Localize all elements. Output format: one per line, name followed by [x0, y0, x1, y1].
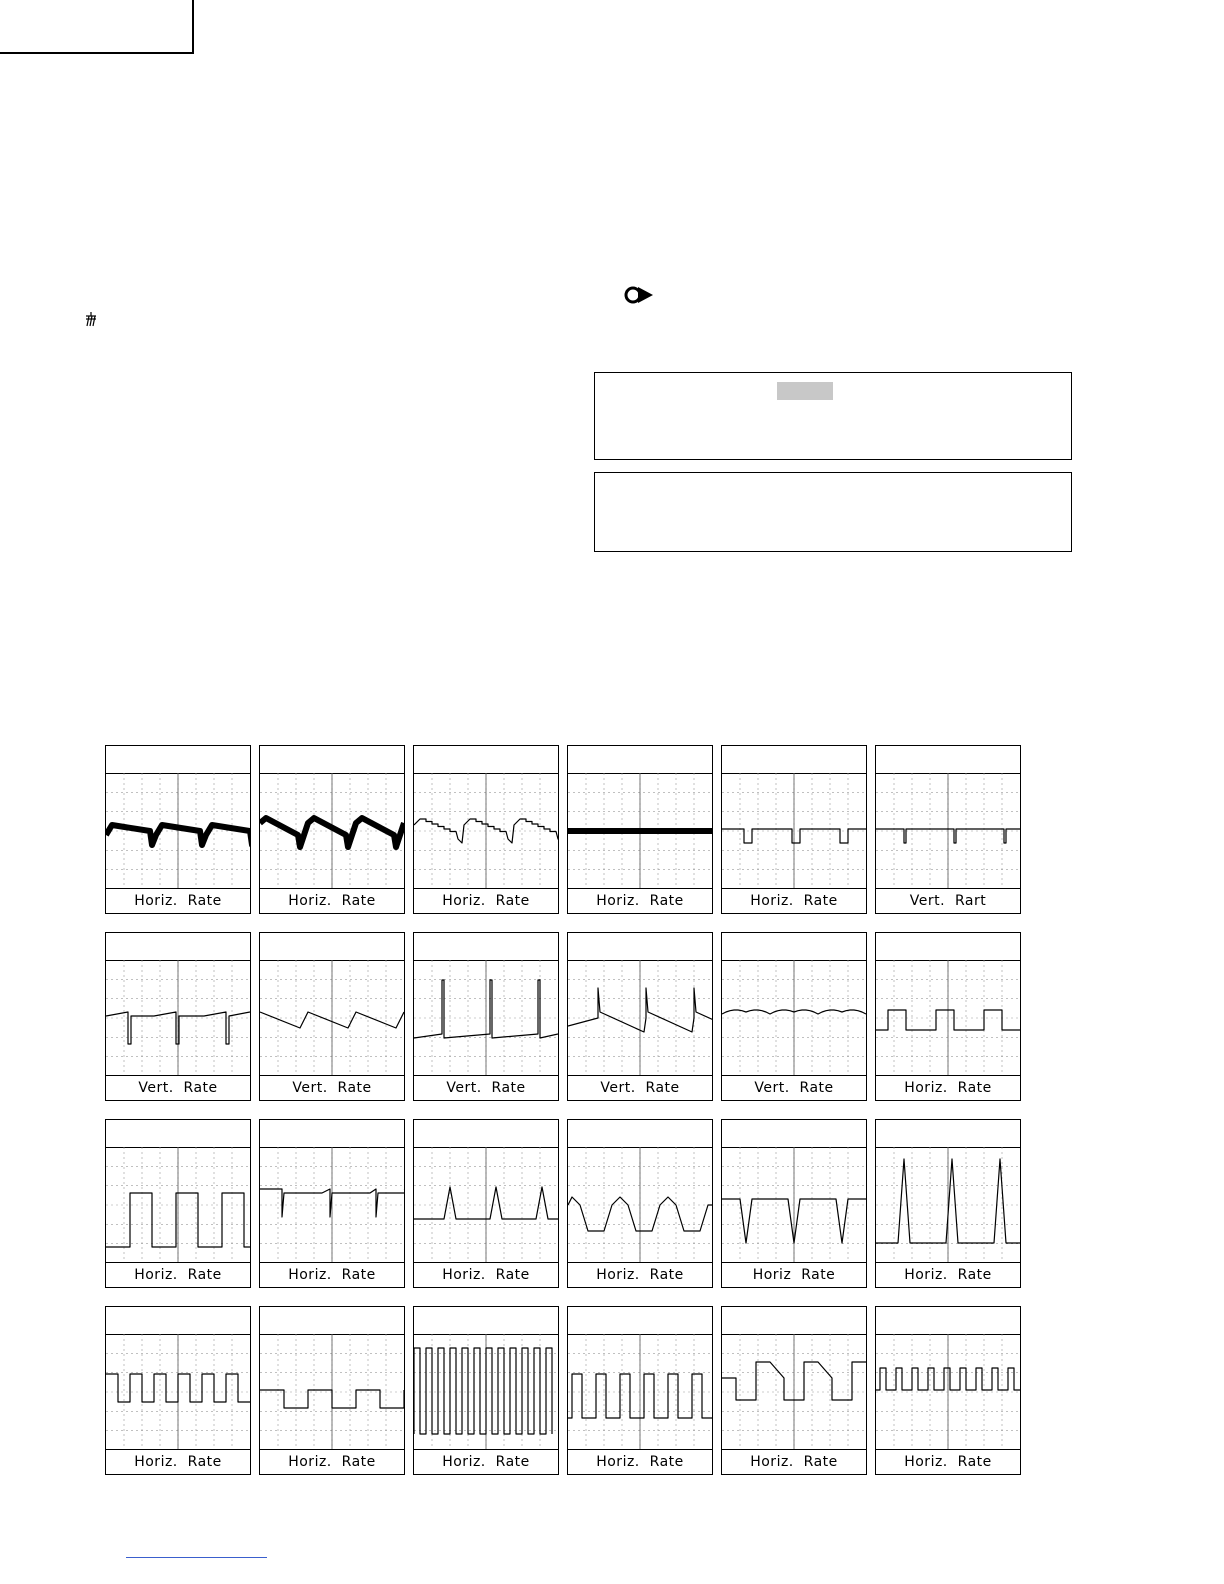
waveform-header: [568, 933, 712, 961]
waveform-panel: [721, 1306, 867, 1475]
waveform-panel: [259, 1119, 405, 1288]
waveform-panel: [567, 1306, 713, 1475]
waveform-rate-label: Horiz. Rate: [106, 1449, 250, 1474]
waveform-header: [722, 933, 866, 961]
waveform-header: [876, 1120, 1020, 1148]
waveform-header: [568, 746, 712, 774]
waveform-trace: [260, 1147, 404, 1263]
waveform-trace: [722, 1334, 866, 1450]
waveform-trace: [876, 960, 1020, 1076]
waveform-header: [722, 1120, 866, 1148]
waveform-header: [876, 746, 1020, 774]
waveform-rate-label: Vert. Rart: [876, 888, 1020, 913]
waveform-header: [414, 933, 558, 961]
waveform-trace: [106, 1334, 250, 1450]
waveform-rate-label: Horiz. Rate: [260, 1262, 404, 1287]
waveform-header: [414, 1307, 558, 1335]
waveform-panel: [105, 1119, 251, 1288]
waveform-trace: [876, 1334, 1020, 1450]
waveform-header: [260, 1120, 404, 1148]
waveform-rate-label: Horiz. Rate: [876, 1262, 1020, 1287]
waveform-trace: [722, 1147, 866, 1263]
waveform-header: [876, 1307, 1020, 1335]
waveform-rate-label: Horiz. Rate: [106, 888, 250, 913]
waveform-panel: [875, 1119, 1021, 1288]
waveform-panel: [413, 932, 559, 1101]
waveform-rate-label: Horiz. Rate: [876, 1075, 1020, 1100]
waveform-rate-label: Horiz. Rate: [568, 1449, 712, 1474]
waveform-trace: [106, 960, 250, 1076]
test-point-icon: [622, 284, 656, 306]
waveform-panel: [259, 745, 405, 914]
waveform-header: [106, 933, 250, 961]
waveform-trace: [106, 1147, 250, 1263]
note-box: [594, 472, 1072, 552]
waveform-header: [260, 1307, 404, 1335]
waveform-grid: [105, 745, 1023, 1477]
waveform-panel: [105, 932, 251, 1101]
footer-link-underline: [126, 1557, 267, 1558]
waveform-rate-label: Horiz. Rate: [876, 1449, 1020, 1474]
waveform-trace: [876, 773, 1020, 889]
waveform-trace: [568, 1147, 712, 1263]
waveform-trace: [414, 960, 558, 1076]
waveform-header: [876, 933, 1020, 961]
waveform-panel: [567, 1119, 713, 1288]
waveform-trace: [106, 773, 250, 889]
waveform-rate-label: Horiz. Rate: [106, 1262, 250, 1287]
waveform-rate-label: Horiz. Rate: [260, 888, 404, 913]
waveform-panel: [721, 1119, 867, 1288]
waveform-rate-label: Horiz. Rate: [414, 1449, 558, 1474]
waveform-trace: [568, 960, 712, 1076]
waveform-header: [722, 746, 866, 774]
waveform-trace: [414, 1147, 558, 1263]
waveform-panel: [721, 932, 867, 1101]
waveform-panel: [413, 1119, 559, 1288]
waveform-panel: [413, 1306, 559, 1475]
waveform-trace: [260, 1334, 404, 1450]
waveform-rate-label: Vert. Rate: [260, 1075, 404, 1100]
waveform-panel: [105, 745, 251, 914]
note-box: [594, 372, 1072, 460]
waveform-trace: [722, 960, 866, 1076]
waveform-trace: [414, 1334, 558, 1450]
waveform-rate-label: Vert. Rate: [568, 1075, 712, 1100]
waveform-panel: [259, 932, 405, 1101]
waveform-header: [106, 1120, 250, 1148]
waveform-rate-label: Horiz. Rate: [722, 1449, 866, 1474]
waveform-header: [260, 746, 404, 774]
waveform-rate-label: Horiz. Rate: [568, 888, 712, 913]
waveform-panel: [721, 745, 867, 914]
waveform-trace: [722, 773, 866, 889]
highlight-mark: [777, 382, 833, 400]
waveform-header: [722, 1307, 866, 1335]
waveform-rate-label: Horiz. Rate: [260, 1449, 404, 1474]
waveform-rate-label: Horiz Rate: [722, 1262, 866, 1287]
waveform-panel: [259, 1306, 405, 1475]
waveform-rate-label: Horiz. Rate: [568, 1262, 712, 1287]
waveform-rate-label: Vert. Rate: [722, 1075, 866, 1100]
waveform-trace: [260, 960, 404, 1076]
waveform-rate-label: Horiz. Rate: [722, 888, 866, 913]
waveform-panel: [105, 1306, 251, 1475]
waveform-trace: [260, 773, 404, 889]
waveform-panel: [875, 932, 1021, 1101]
waveform-trace: [876, 1147, 1020, 1263]
waveform-trace: [414, 773, 558, 889]
waveform-header: [568, 1307, 712, 1335]
waveform-header: [414, 1120, 558, 1148]
waveform-trace: [568, 773, 712, 889]
waveform-header: [568, 1120, 712, 1148]
corner-box: [0, 0, 194, 54]
waveform-panel: [567, 745, 713, 914]
ground-icon: [84, 312, 98, 330]
waveform-header: [260, 933, 404, 961]
waveform-header: [106, 1307, 250, 1335]
waveform-panel: [875, 745, 1021, 914]
waveform-panel: [567, 932, 713, 1101]
waveform-header: [106, 746, 250, 774]
waveform-rate-label: Vert. Rate: [106, 1075, 250, 1100]
waveform-header: [414, 746, 558, 774]
waveform-rate-label: Vert. Rate: [414, 1075, 558, 1100]
waveform-rate-label: Horiz. Rate: [414, 1262, 558, 1287]
waveform-panel: [413, 745, 559, 914]
waveform-trace: [568, 1334, 712, 1450]
waveform-panel: [875, 1306, 1021, 1475]
waveform-rate-label: Horiz. Rate: [414, 888, 558, 913]
